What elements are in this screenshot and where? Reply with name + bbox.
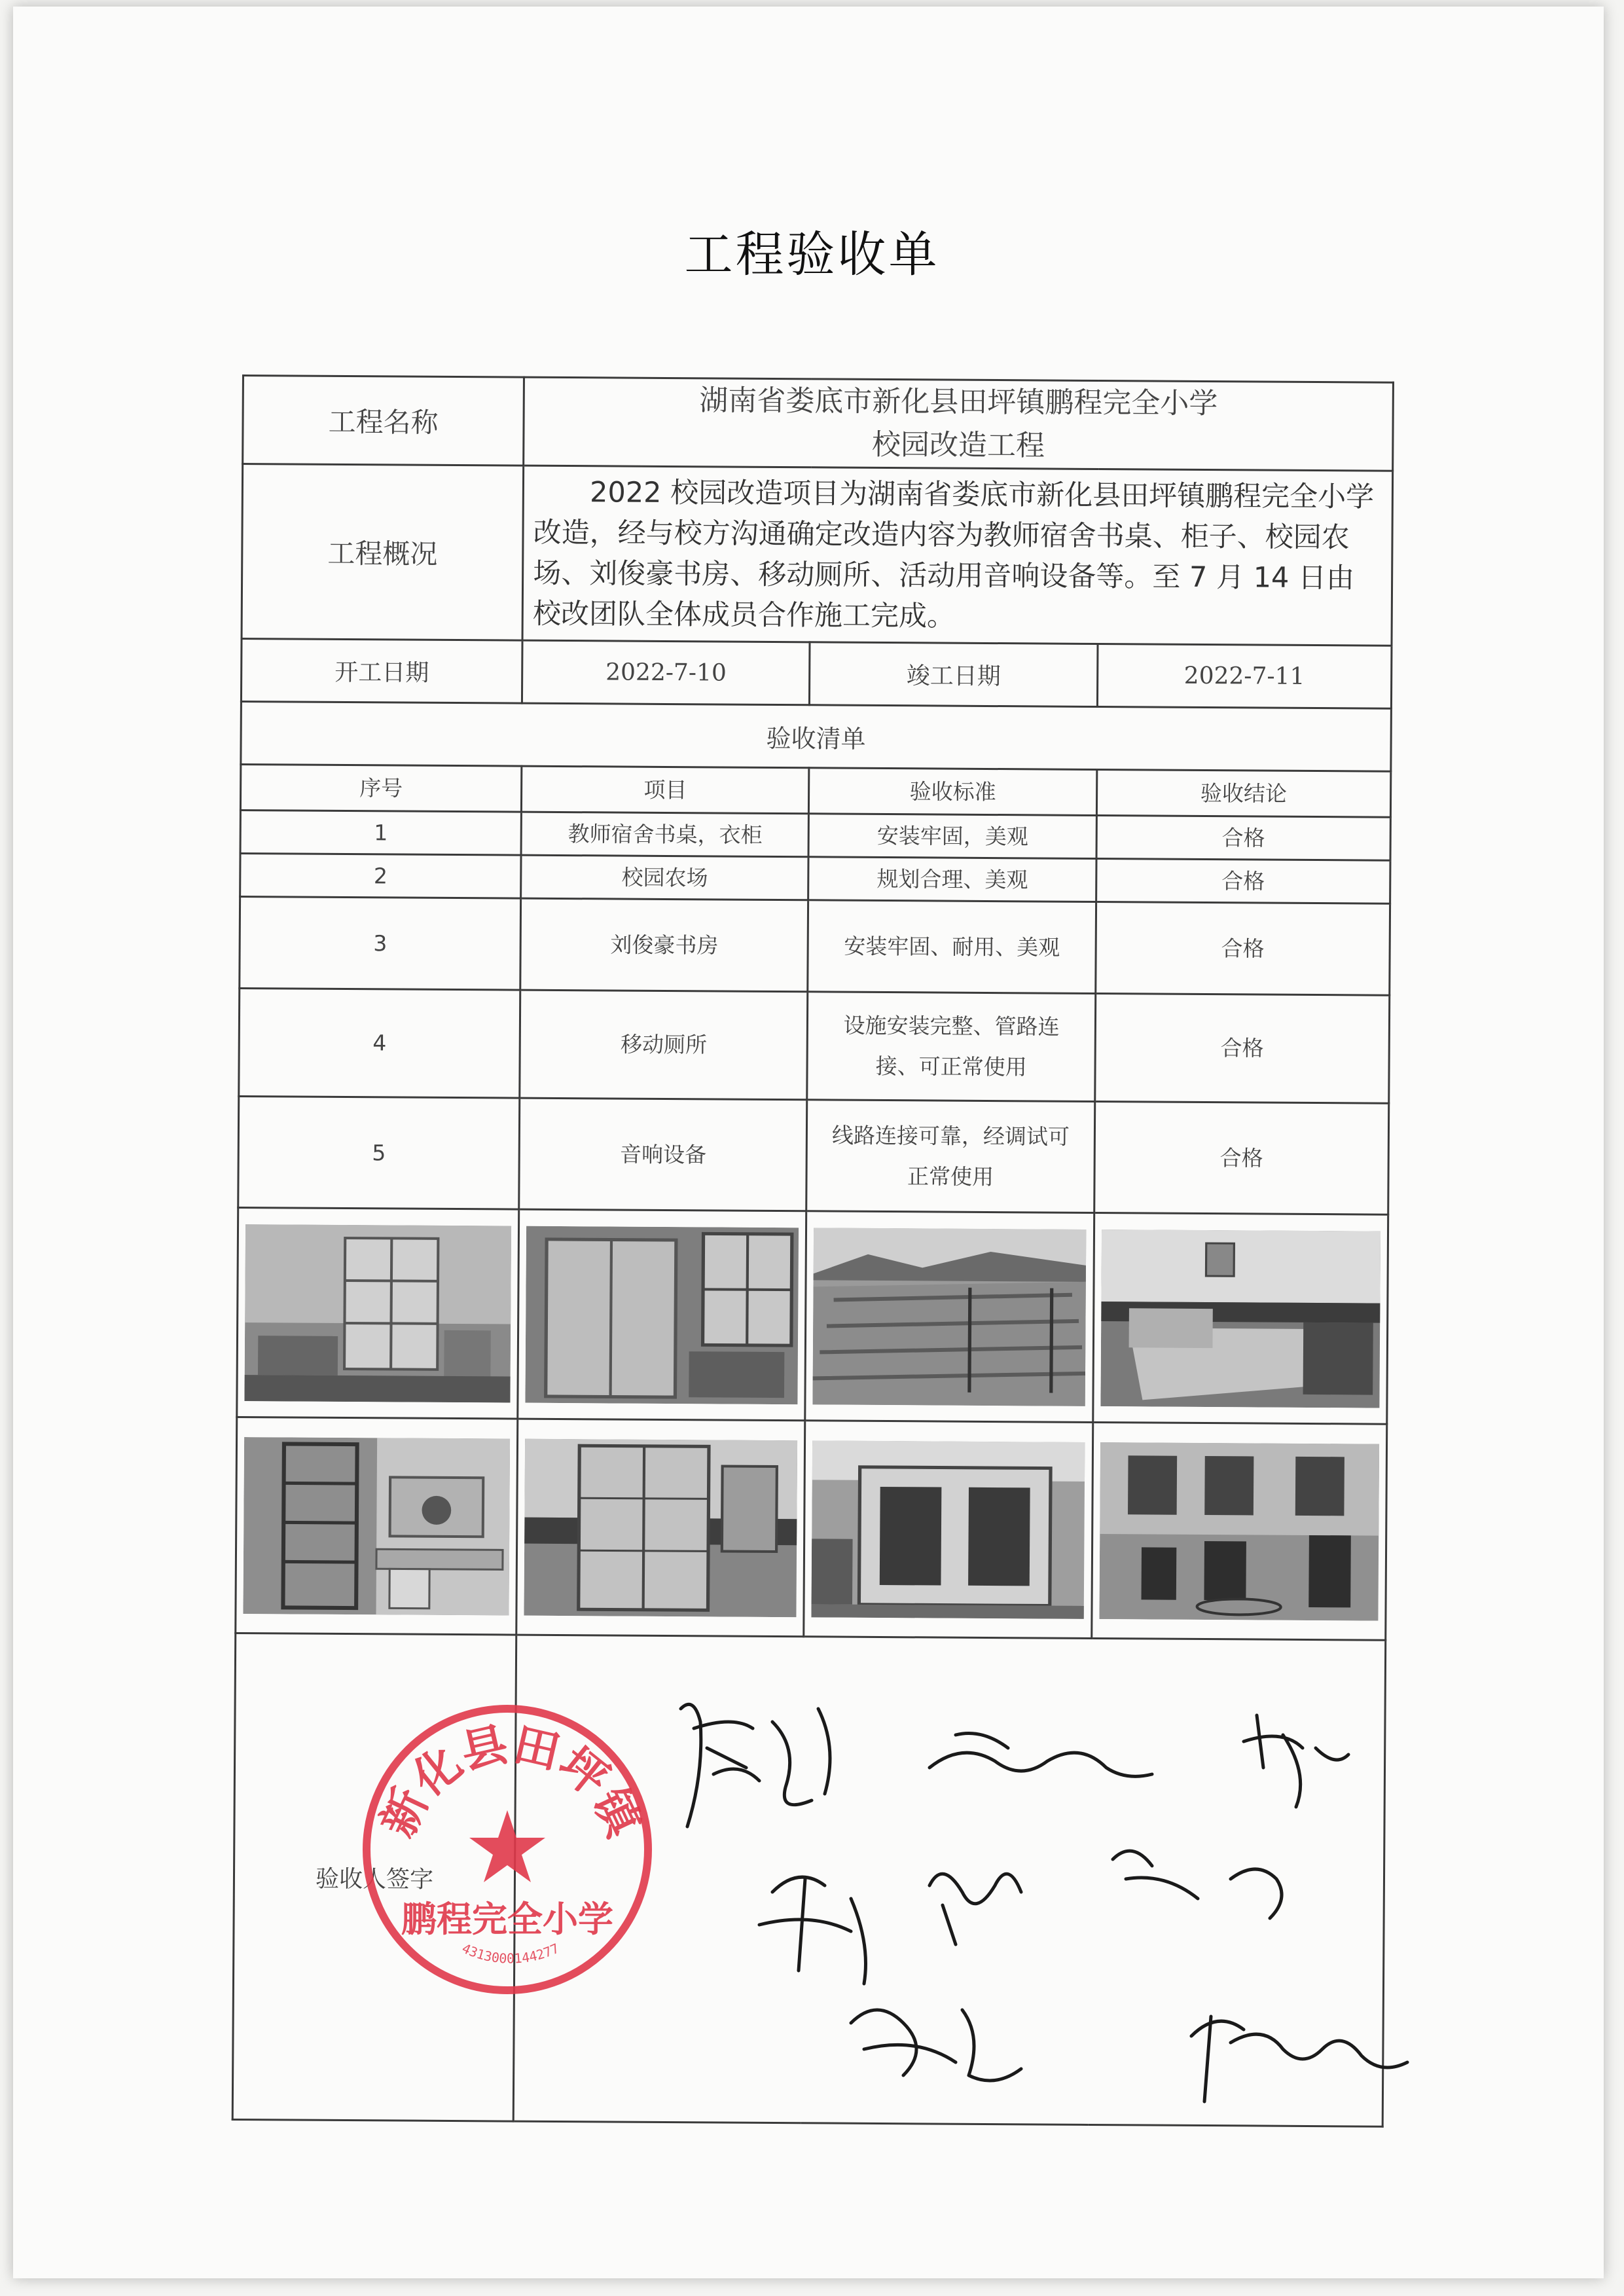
row-item: 刘俊豪书房 [520,898,808,992]
project-overview-label: 工程概况 [242,464,524,641]
project-name-label: 工程名称 [243,376,524,466]
row-result: 合格 [1094,1101,1388,1214]
row-result: 合格 [1095,902,1390,995]
row-result: 合格 [1096,815,1391,860]
photo-cell [805,1211,1094,1423]
table-row [239,988,1390,1103]
project-overview-text: 2022 校园改造项目为湖南省娄底市新化县田坪镇鹏程完全小学改造，经与校方沟通确定改造内容为教师宿舍书桌、柜子、校园农场、刘俊豪书房、移动厕所、活动用音响设备等。至 7 月 14 日由校改团队全体成员合作施工完成。 [522,465,1392,646]
header-result: 验收结论 [1096,769,1391,817]
row-result: 合格 [1096,858,1390,903]
bedroom-photo [1100,1230,1380,1408]
checklist-title: 验收清单 [241,701,1392,771]
mobile-toilet-photo [812,1440,1085,1619]
photo-cell [518,1209,806,1421]
dates-row [241,639,1392,709]
study-room-photo [243,1437,510,1615]
end-date-value: 2022-7-11 [1097,644,1392,708]
start-date-label: 开工日期 [241,639,522,704]
row-no: 5 [238,1096,520,1209]
header-standard: 验收标准 [809,768,1097,816]
photo-cell [516,1419,805,1637]
photo-row-1 [237,1207,1388,1424]
svg-text:4313000144277 [460,1941,562,1967]
row-item: 校园农场 [521,855,809,900]
cabinet-photo [524,1438,798,1617]
project-name-row [243,376,1394,471]
row-standard: 安装牢固，美观 [808,814,1096,859]
official-seal [357,1699,658,2000]
end-date-label: 竣工日期 [810,642,1098,707]
row-standard: 规划合理、美观 [808,857,1096,902]
row-no: 4 [239,988,520,1098]
checklist-header-row [240,764,1390,817]
row-standard: 设施安装完整、管路连接、可正常使用 [807,992,1095,1102]
row-result: 合格 [1094,993,1389,1103]
seal-code: 4313000144277 [460,1940,562,1967]
header-item: 项目 [522,766,810,814]
project-name-line1: 湖南省娄底市新化县田坪镇鹏程完全小学 [699,384,1218,421]
photo-cell [1091,1422,1386,1640]
row-no: 2 [240,853,522,898]
row-no: 3 [240,896,521,990]
document-title: 工程验收单 [684,227,940,283]
table-row [240,896,1390,995]
table-row [240,810,1390,860]
photo-cell [236,1417,518,1635]
row-standard: 安装牢固、耐用、美观 [808,900,1096,994]
wardrobe-photo [526,1226,799,1404]
project-name-line2: 校园改造工程 [871,428,1045,463]
project-name-value [524,377,1394,471]
row-no: 1 [240,810,522,855]
row-item: 音响设备 [519,1098,807,1211]
farm-photo [813,1228,1087,1406]
row-item: 教师宿舍书桌，衣柜 [521,812,809,857]
start-date-value: 2022-7-10 [522,640,810,705]
dorm-shelf-photo [244,1224,511,1402]
project-overview-row [242,464,1393,646]
photo-cell [237,1207,519,1419]
photo-cell [804,1421,1092,1639]
photo-row-2 [236,1417,1387,1640]
photo-cell [1092,1212,1388,1424]
seal-top-text: 新化县田坪镇 [370,1717,651,1845]
table-row [238,1096,1389,1214]
row-item: 移动厕所 [520,990,808,1100]
seal-bottom-text: 鹏程完全小学 [401,1899,613,1940]
checklist-title-row [241,701,1392,771]
signature-label: 验收人签字 [315,1865,434,1893]
sound-equipment-photo [1099,1442,1379,1621]
handwritten-signatures [655,1669,1506,2115]
row-standard: 线路连接可靠，经调试可正常使用 [806,1100,1094,1213]
table-row [240,853,1390,903]
header-no: 序号 [240,764,522,812]
